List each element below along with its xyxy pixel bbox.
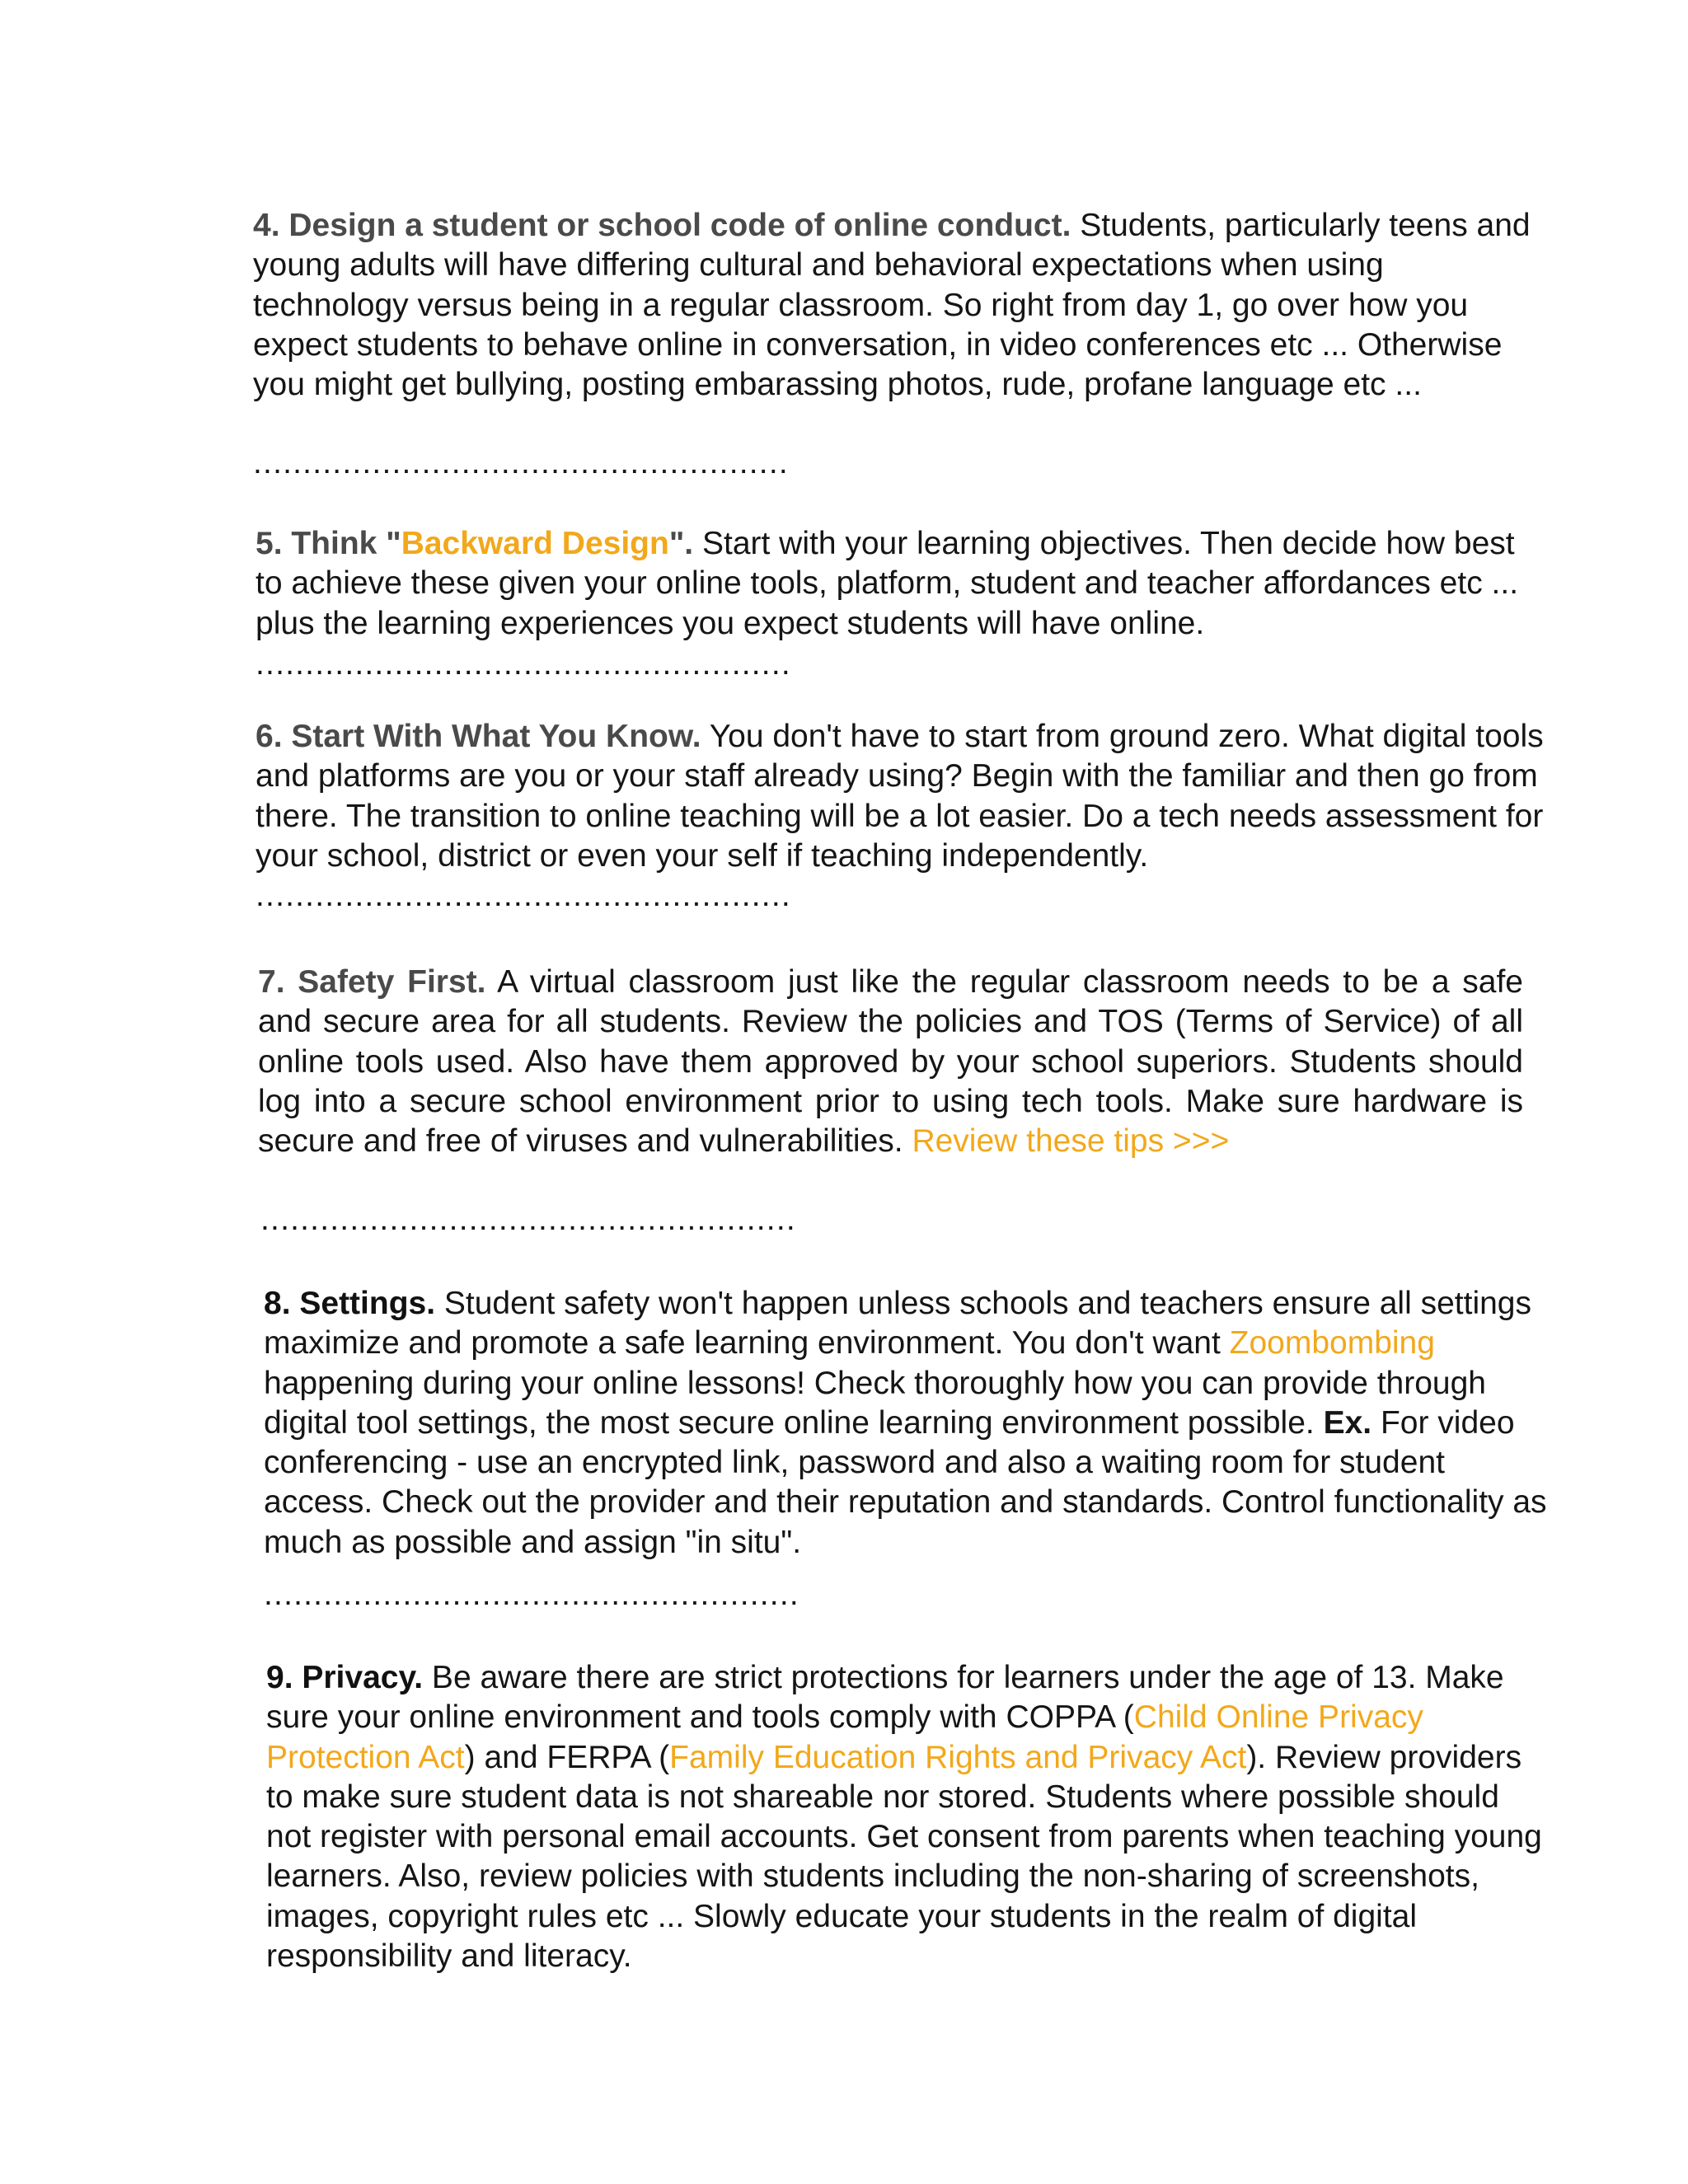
section-5-body: Start with your learning objectives. Then decide how best to achieve these given your online tools, platform, student and teacher affordances etc ... plus the learning experiences you expect students will have online. — [256, 526, 1519, 641]
zoombombing-link[interactable]: Zoombombing — [1229, 1325, 1435, 1361]
section-8-paragraph — [264, 1284, 1550, 1563]
coppa-link[interactable]: Child Online Privacy Protection Act — [266, 1699, 1423, 1775]
backward-design-link[interactable]: Backward Design — [401, 526, 669, 561]
section-5-heading-suffix: ". — [668, 526, 694, 561]
separator-2: ...................................................... — [256, 646, 791, 682]
separator-5: ...................................................... — [264, 1577, 799, 1612]
section-7-heading: 7. Safety First. — [258, 964, 486, 1000]
section-9-body-1: Be aware there are strict protections for learners under the age of 13. Make sure your online environment and tools comply with COPPA ( — [266, 1660, 1504, 1736]
section-7-paragraph — [258, 963, 1523, 1161]
review-tips-link[interactable]: Review these tips >>> — [912, 1123, 1230, 1160]
section-7 — [258, 963, 1523, 1161]
section-7-body: A virtual classroom just like the regular classroom needs to be a safe and secure area for all students. Review the policies and TOS (Terms of Service) of all online tools used. Also have them approved by your school superiors. Students should log into a secure school environment prior to using tech tools. Make sure hardware is secure and free of viruses and vulnerabilities. — [258, 964, 1523, 1160]
ferpa-link[interactable]: Family Education Rights and Privacy Act — [669, 1739, 1247, 1775]
separator-4: ...................................................... — [260, 1202, 796, 1237]
section-8 — [264, 1284, 1550, 1563]
section-6 — [256, 717, 1554, 876]
section-5-heading-prefix: 5. Think " — [256, 526, 401, 561]
section-8-body-3: For video conferencing - use an encrypted link, password and also a waiting room for student access. Check out the provider and their reputation and standards. Control functionality as much as possible and assign "in situ". — [264, 1404, 1547, 1560]
separator-1: ...................................................... — [253, 445, 789, 480]
section-9-body-2: ) and FERPA ( — [464, 1739, 670, 1775]
section-9-body-3: ). Review providers to make sure student data is not shareable nor stored. Students where possible should not register with personal email accounts. Get consent from parents when teaching young learners. Also, review policies with students including the non-sharing of screenshots, images, copyright rules etc ... Slowly educate your students in the realm of digital responsibility and literacy. — [266, 1739, 1542, 1975]
section-9 — [266, 1658, 1548, 1976]
section-6-body: You don't have to start from ground zero. What digital tools and platforms are you or your staff already using? Begin with the familiar and then go from there. The transition to online teaching will be a lot easier. Do a tech needs assessment for your school, district or even your self if teaching independently. — [256, 719, 1544, 874]
section-8-body-2: happening during your online lessons! Check thoroughly how you can provide through digital tool settings, the most secure online learning environment possible. — [264, 1365, 1486, 1441]
section-4-body: Students, particularly teens and young adults will have differing cultural and behavioral expectations when using technology versus being in a regular classroom. So right from day 1, go over how you expect students to behave online in conversation, in video conferences etc ... Otherwise you might get bullying, posting embarassing photos, rude, profane language etc ... — [253, 208, 1531, 403]
section-4-paragraph — [253, 206, 1539, 405]
separator-3: ...................................................... — [256, 878, 791, 913]
section-4-heading: 4. Design a student or school code of online conduct. — [253, 208, 1071, 243]
section-5-paragraph — [256, 524, 1541, 644]
section-5 — [256, 524, 1541, 644]
section-4 — [253, 206, 1539, 405]
section-6-heading: 6. Start With What You Know. — [256, 719, 701, 754]
section-8-example-label: Ex. — [1323, 1404, 1372, 1441]
section-6-paragraph — [256, 717, 1554, 876]
section-9-heading: 9. Privacy. — [266, 1660, 424, 1695]
section-9-paragraph — [266, 1658, 1548, 1976]
section-8-body-1: Student safety won't happen unless schools and teachers ensure all settings maximize and promote a safe learning environment. You don't want — [264, 1286, 1531, 1361]
section-8-heading: 8. Settings. — [264, 1286, 436, 1321]
